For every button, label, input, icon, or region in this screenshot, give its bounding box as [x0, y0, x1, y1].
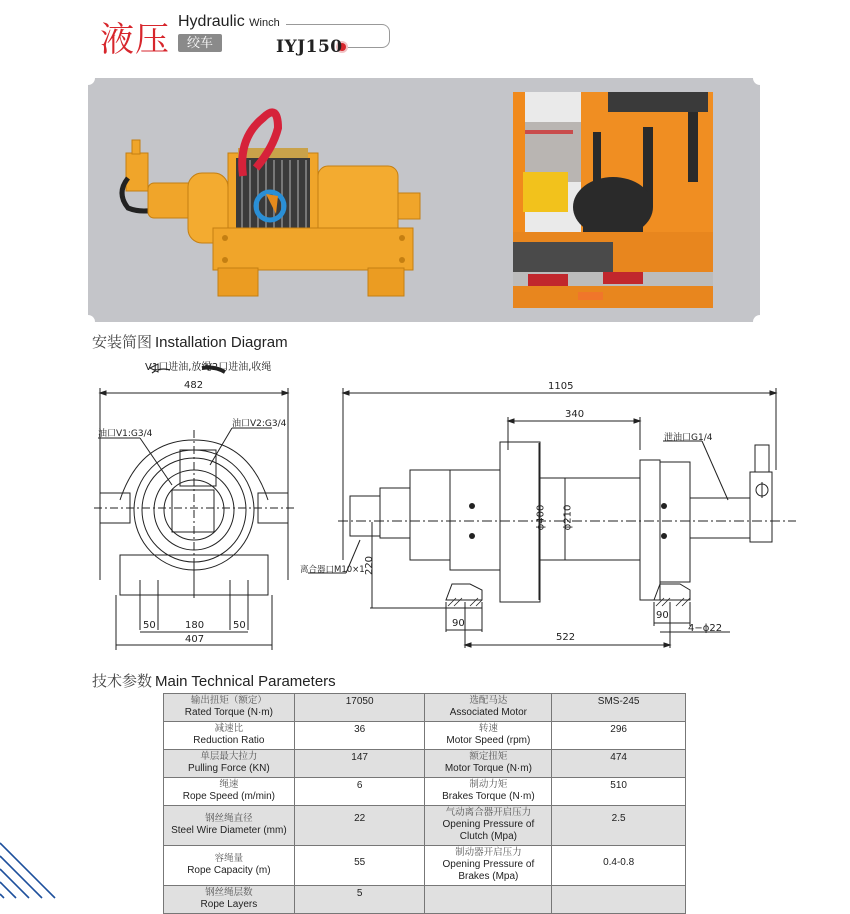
page-header — [80, 0, 410, 70]
corner-notch — [753, 315, 767, 329]
value — [554, 887, 683, 888]
label-en: Rope Speed (m/min) — [182, 791, 276, 802]
port-g14-label: 泄油口G1/4 — [664, 433, 713, 443]
table-row — [164, 694, 686, 722]
dim-407: 407 — [185, 634, 205, 645]
corner-notch — [81, 315, 95, 329]
dim-dia-400: ϕ400 — [535, 504, 547, 531]
dim-90-left: 90 — [452, 618, 465, 629]
param-label — [425, 846, 552, 886]
label-en: Associated Motor — [449, 707, 527, 718]
label-cn: 制动力矩 — [469, 779, 508, 790]
param-label — [425, 694, 552, 722]
param-value — [552, 694, 686, 722]
label-en: Rope Capacity (m) — [187, 865, 271, 876]
table-row — [164, 750, 686, 778]
winch-photo — [118, 98, 478, 298]
param-label — [164, 694, 295, 722]
title-en-small: Winch — [249, 17, 280, 29]
param-label — [425, 778, 552, 806]
label-cn: 容绳量 — [214, 853, 244, 864]
label-cn: 绳速 — [219, 779, 239, 790]
param-label — [164, 778, 295, 806]
param-value — [552, 846, 686, 886]
param-label — [164, 750, 295, 778]
param-label — [164, 806, 295, 846]
param-label — [425, 722, 552, 750]
param-value — [552, 778, 686, 806]
label-cn: 气动离合器开启压力 — [445, 807, 532, 818]
param-label — [164, 846, 295, 886]
dim-50-right: 50 — [233, 620, 246, 631]
param-value — [552, 886, 686, 914]
dim-dia-210: ϕ210 — [562, 504, 574, 531]
dim-482: 482 — [184, 380, 204, 391]
truck-photo — [513, 92, 713, 308]
label-en: Rated Torque (N·m) — [184, 707, 273, 718]
param-label — [425, 886, 552, 914]
param-value — [294, 806, 425, 846]
corner-notch — [81, 71, 95, 85]
param-value — [294, 722, 425, 750]
value: 6 — [356, 780, 363, 791]
param-label — [425, 750, 552, 778]
param-value — [294, 750, 425, 778]
dim-220: 220 — [364, 555, 376, 576]
v2-direction-label: V2口进油,收绳 — [205, 362, 272, 373]
param-value — [552, 722, 686, 750]
label-en: Motor Torque (N·m) — [444, 763, 532, 774]
label-en: Brakes Torque (N·m) — [442, 791, 535, 802]
param-label — [425, 806, 552, 846]
table-row — [164, 722, 686, 750]
label-cn: 钢丝绳直径 — [205, 813, 253, 824]
parameters-title — [92, 670, 336, 691]
installation-title-cn: 安装简图 — [92, 333, 153, 351]
param-label — [164, 886, 295, 914]
label-cn: 减速比 — [214, 723, 244, 734]
value: 147 — [351, 752, 368, 763]
value: 17050 — [345, 696, 374, 707]
label-en: Pulling Force (KN) — [188, 763, 270, 774]
installation-title-en: Installation Diagram — [155, 334, 288, 351]
decorative-bracket — [368, 24, 390, 48]
label-en: Steel Wire Diameter (mm) — [171, 825, 287, 836]
corner-notch — [753, 71, 767, 85]
label-cn: 转速 — [478, 723, 498, 734]
table-row — [164, 778, 686, 806]
decorative-line — [346, 47, 370, 48]
param-value — [294, 846, 425, 886]
value: 36 — [354, 724, 366, 735]
label-cn: 额定扭矩 — [469, 751, 508, 762]
label-en: Opening Pressure of Clutch (Mpa) — [442, 819, 535, 842]
label-cn: 钢丝绳层数 — [205, 887, 253, 898]
v1-direction-label: V1口进油,放绳 — [145, 362, 212, 373]
label-cn: 选配马达 — [469, 695, 508, 706]
model-number: IYJ150 — [276, 37, 343, 57]
port-v1-label: 油口V1:G3/4 — [98, 429, 153, 439]
label-cn: 单层最大拉力 — [200, 751, 258, 762]
value: 22 — [354, 813, 366, 824]
title-en-main: Hydraulic — [178, 13, 245, 30]
parameters-table — [163, 693, 686, 914]
label-en: Rope Layers — [200, 899, 258, 910]
dim-180: 180 — [185, 620, 205, 631]
dim-522: 522 — [556, 632, 576, 643]
title-en — [178, 13, 280, 31]
value: 474 — [610, 752, 627, 763]
installation-title — [92, 331, 288, 352]
param-value — [294, 886, 425, 914]
parameters-title-cn: 技术参数 — [92, 672, 153, 690]
decorative-line — [286, 24, 370, 25]
decorative-stripes — [0, 838, 60, 898]
subtitle-badge: 绞车 — [178, 34, 222, 52]
param-value — [552, 806, 686, 846]
dim-90-right: 90 — [656, 610, 669, 621]
value: 55 — [354, 857, 366, 868]
table-row — [164, 886, 686, 914]
param-value — [552, 750, 686, 778]
label-cn: 输出扭矩（额定） — [190, 695, 267, 706]
photo-panel — [88, 78, 760, 322]
title-cn: 液压 — [100, 20, 170, 60]
param-label — [164, 722, 295, 750]
value: 2.5 — [611, 813, 626, 824]
clutch-port-label: 离合器口M10×1 — [300, 565, 365, 575]
param-value — [294, 694, 425, 722]
value: 0.4-0.8 — [603, 857, 635, 868]
table-row — [164, 806, 686, 846]
parameters-title-en: Main Technical Parameters — [155, 673, 336, 690]
label-en: Reduction Ratio — [193, 735, 265, 746]
table-row — [164, 846, 686, 886]
label-cn: 制动器开启压力 — [455, 847, 522, 858]
value: 5 — [356, 888, 363, 899]
label-en: Motor Speed (rpm) — [446, 735, 531, 746]
dim-holes: 4−ϕ22 — [688, 623, 723, 634]
dim-1105: 1105 — [548, 381, 574, 392]
installation-diagram — [0, 350, 850, 660]
value: 510 — [610, 780, 627, 791]
value: 296 — [610, 724, 627, 735]
value: SMS-245 — [597, 696, 640, 707]
dim-340: 340 — [565, 409, 585, 420]
label-en: Opening Pressure of Brakes (Mpa) — [442, 859, 535, 882]
param-value — [294, 778, 425, 806]
port-v2-label: 油口V2:G3/4 — [232, 419, 287, 429]
dim-50-left: 50 — [143, 620, 156, 631]
